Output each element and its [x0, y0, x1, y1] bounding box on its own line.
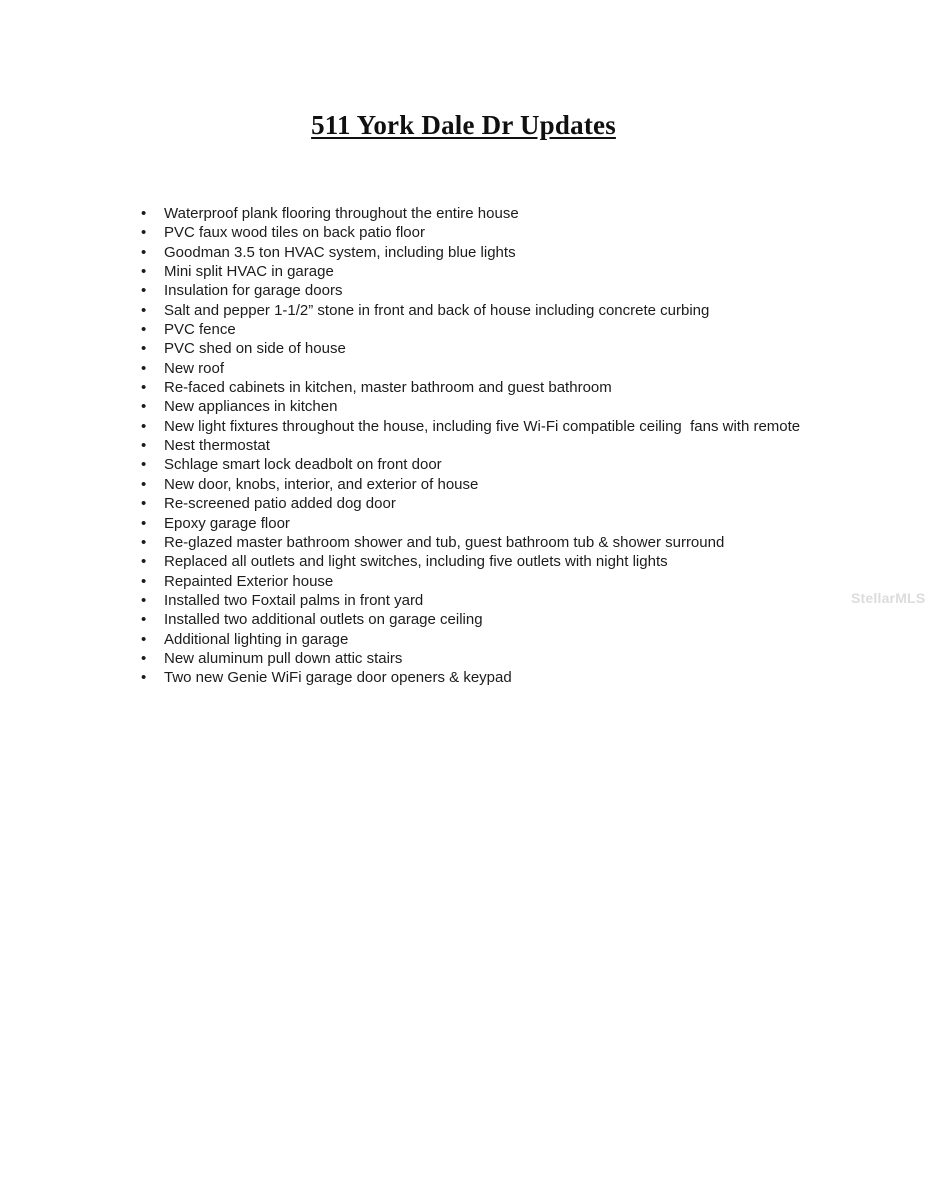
list-item: • Salt and pepper 1-1/2” stone in front and back of house including concrete curbing	[164, 301, 854, 320]
list-item: • PVC shed on side of house	[164, 339, 854, 358]
list-item: • Nest thermostat	[164, 436, 854, 455]
list-item: • Goodman 3.5 ton HVAC system, including blue lights	[164, 243, 854, 262]
list-item: • Two new Genie WiFi garage door openers & keypad	[164, 668, 854, 687]
updates-list	[164, 204, 854, 688]
stellar-mls-watermark: StellarMLS	[851, 590, 926, 606]
list-item: • New roof	[164, 359, 854, 378]
list-item: • Installed two additional outlets on garage ceiling	[164, 610, 854, 629]
list-item: • PVC faux wood tiles on back patio floor	[164, 223, 854, 242]
list-item: • Re-glazed master bathroom shower and tub, guest bathroom tub & shower surround	[164, 533, 854, 552]
list-item: • Epoxy garage floor	[164, 514, 854, 533]
list-item: • Re-screened patio added dog door	[164, 494, 854, 513]
list-item: • Waterproof plank flooring throughout the entire house	[164, 204, 854, 223]
list-item: • New light fixtures throughout the house, including five Wi-Fi compatible ceiling fans with remote	[164, 417, 854, 436]
list-item: • Installed two Foxtail palms in front yard	[164, 591, 854, 610]
list-item: • Mini split HVAC in garage	[164, 262, 854, 281]
list-item: • New appliances in kitchen	[164, 397, 854, 416]
list-item: • Repainted Exterior house	[164, 572, 854, 591]
list-item: • Replaced all outlets and light switches, including five outlets with night lights	[164, 552, 854, 571]
list-item: • PVC fence	[164, 320, 854, 339]
list-item: • Insulation for garage doors	[164, 281, 854, 300]
list-item: • Additional lighting in garage	[164, 630, 854, 649]
list-item: • Re-faced cabinets in kitchen, master bathroom and guest bathroom	[164, 378, 854, 397]
list-item: • New aluminum pull down attic stairs	[164, 649, 854, 668]
page-title: 511 York Dale Dr Updates	[311, 110, 616, 140]
list-item: • Schlage smart lock deadbolt on front door	[164, 455, 854, 474]
list-item: • New door, knobs, interior, and exterior of house	[164, 475, 854, 494]
